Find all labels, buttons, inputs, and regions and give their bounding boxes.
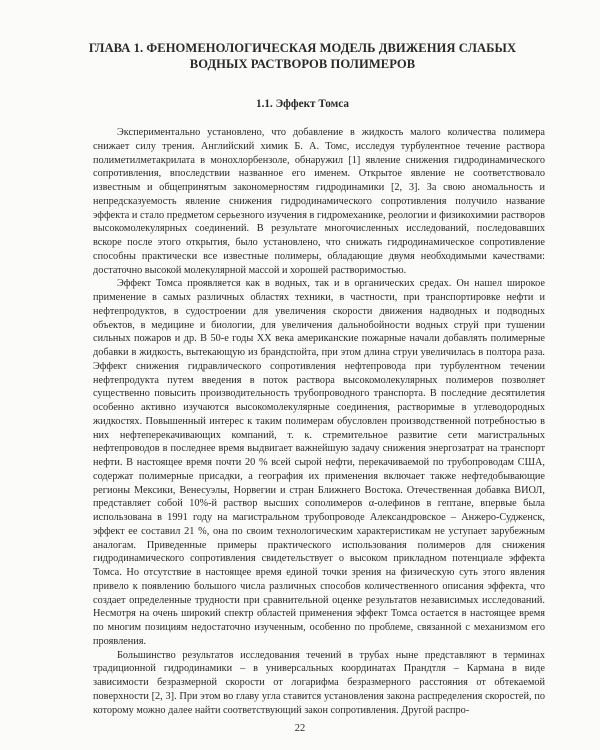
paragraph: Большинство результатов исследования течений в трубах ныне представляют в терминах традиционной гидродинамики – в универсальных координатах Прандтля – Кармана в виде зависимости безразмерной скорости от логарифма безразмерного расстояния от обтекаемой поверхности [2, 3]. При этом во главу угла ставится установления закона распределения скоростей, по которому можно далее найти соответствующий закон сопротивления. Другой распро-	[93, 649, 545, 716]
section-title: 1.1. Эффект Томса	[255, 98, 349, 110]
paragraph: Эффект Томса проявляется как в водных, так и в органических средах. Он нашел широкое применение в самых различных областях техники, в частности, при транспортировке нефти и нефтепродуктов, в судостроении для увеличения скорости движения надводных и подводных объектов, в медицине и биологии, для увеличения дальнобойности водных струй при тушении сильных пожаров и др. В 50-е годы XX века американские пожарные начали добавлять полимерные добавки в жидкость, вытекающую из брандспойта, при этом длина струи увеличилась в полтора раза. Эффект снижения гидравлического сопротивления нефтепровода при турбулентном течении нефтепродукта путем введения в поток раствора высокомолекулярных полимеров позволяет существенно повысить производительность трубопроводного транспорта. В последние десятилетия особенно активно изучаются высокомолекулярные соединения, растворимые в углеводородных жидкостях. Повышенный интерес к таким полимерам обусловлен производственной потребностью в них нефтеперекачивающих компаний, т. к. стремительное развитие сети магистральных нефтепроводов в последнее время выдвигает важнейшую задачу снижения энергозатрат на транспорт нефти. В настоящее время почти 20 % всей сырой нефти, перекачиваемой по трубопроводам США, содержат полимерные присадки, а география их применения включает также нефтедобывающие регионы Мексики, Венесуэлы, Норвегии и стран Ближнего Востока. Отечественная добавка ВИОЛ, представляет собой 10%-й раствор высших сополимеров α-олефинов в гептане, впервые была использована в 1991 году на магистральном трубопроводе Александровское – Анжеро-Судженск, эффект ее составил 21 %, она по своим технологическим характеристикам не уступает зарубежным аналогам. Приведенные примеры практического использования полимеров для снижения гидродинамического сопротивления свидетельствует о высоком прикладном потенциале эффекта Томса. Но отсутствие в настоящее время единой точки зрения на физическую суть этого явления привело к появлению большого числа различных способов количественного описания эффекта, что создает определенные трудности при сравнительной оценке результатов независимых исследований. Несмотря на очень широкий спектр областей применения эффект Томса остается в настоящее время по многим позициям недостаточно изученным, особенно по проблеме, связанной с механизмом его проявления.	[93, 278, 545, 647]
body-text	[93, 126, 545, 717]
chapter-title: ГЛАВА 1. ФЕНОМЕНОЛОГИЧЕСКАЯ МОДЕЛЬ ДВИЖЕНИЯ СЛАБЫХ ВОДНЫХ РАСТВОРОВ ПОЛИМЕРОВ	[88, 41, 517, 71]
page-number: 22	[294, 723, 306, 734]
paragraph: Экспериментально установлено, что добавление в жидкость малого количества полимера снижает силу трения. Английский химик Б. А. Томс, исследуя турбулентное течение раствора полиметилметакрилата в монохлорбензоле, обнаружил [1] явление снижения гидродинамического сопротивления, впоследствии названное его именем. Открытое явление не соответствовало известным и общепринятым закономерностям гидродинамики [2, 3]. За свою аномальность и непредсказуемость явление снижения гидродинамического сопротивления получило название эффекта и стало предметом серьезного изучения в гидромеханике, реологии и физикохимии растворов высокомолекулярных соединений. В результате многочисленных исследований, последовавших вскоре после этого открытия, было установлено, что снижать гидродинамическое сопротивление способны практически все известные полимеры, обладающие двумя необходимыми качествами: достаточно высокой молекулярной массой и хорошей растворимостью.	[93, 127, 545, 276]
